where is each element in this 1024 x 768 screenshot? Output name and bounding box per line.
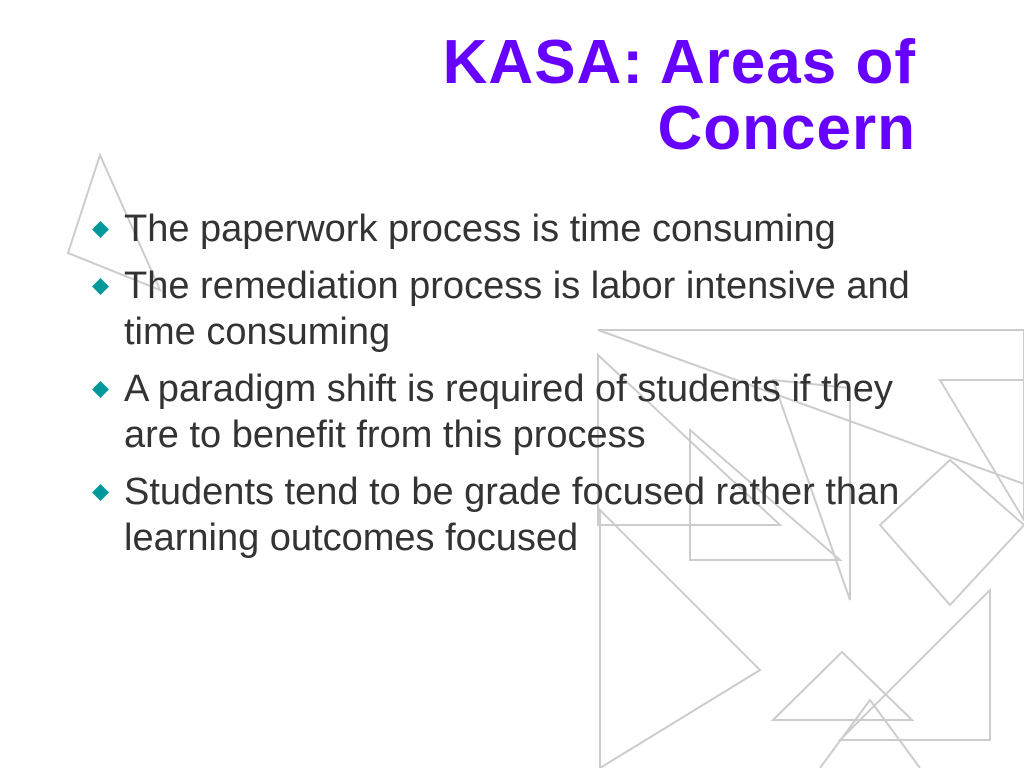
bullet-list bbox=[88, 206, 928, 572]
bullet-text: A paradigm shift is required of students if they are to benefit from this process bbox=[124, 368, 893, 456]
decor-triangle bbox=[940, 380, 1024, 520]
diamond-icon bbox=[92, 278, 109, 295]
diamond-icon bbox=[92, 221, 109, 238]
diamond-icon bbox=[92, 484, 109, 501]
diamond-icon bbox=[92, 381, 109, 398]
bullet-text: The paperwork process is time consuming bbox=[124, 208, 836, 250]
slide-title: KASA: Areas of Concern bbox=[442, 28, 916, 163]
bullet-item bbox=[88, 263, 928, 355]
bullet-text: Students tend to be grade focused rather than learning outcomes focused bbox=[124, 471, 900, 559]
bullet-item bbox=[88, 206, 928, 252]
bullet-text: The remediation process is labor intensive and time consuming bbox=[124, 265, 910, 353]
bullet-item bbox=[88, 469, 928, 561]
decor-triangle bbox=[773, 652, 912, 720]
bullet-item bbox=[88, 366, 928, 458]
decor-triangle bbox=[840, 590, 990, 740]
